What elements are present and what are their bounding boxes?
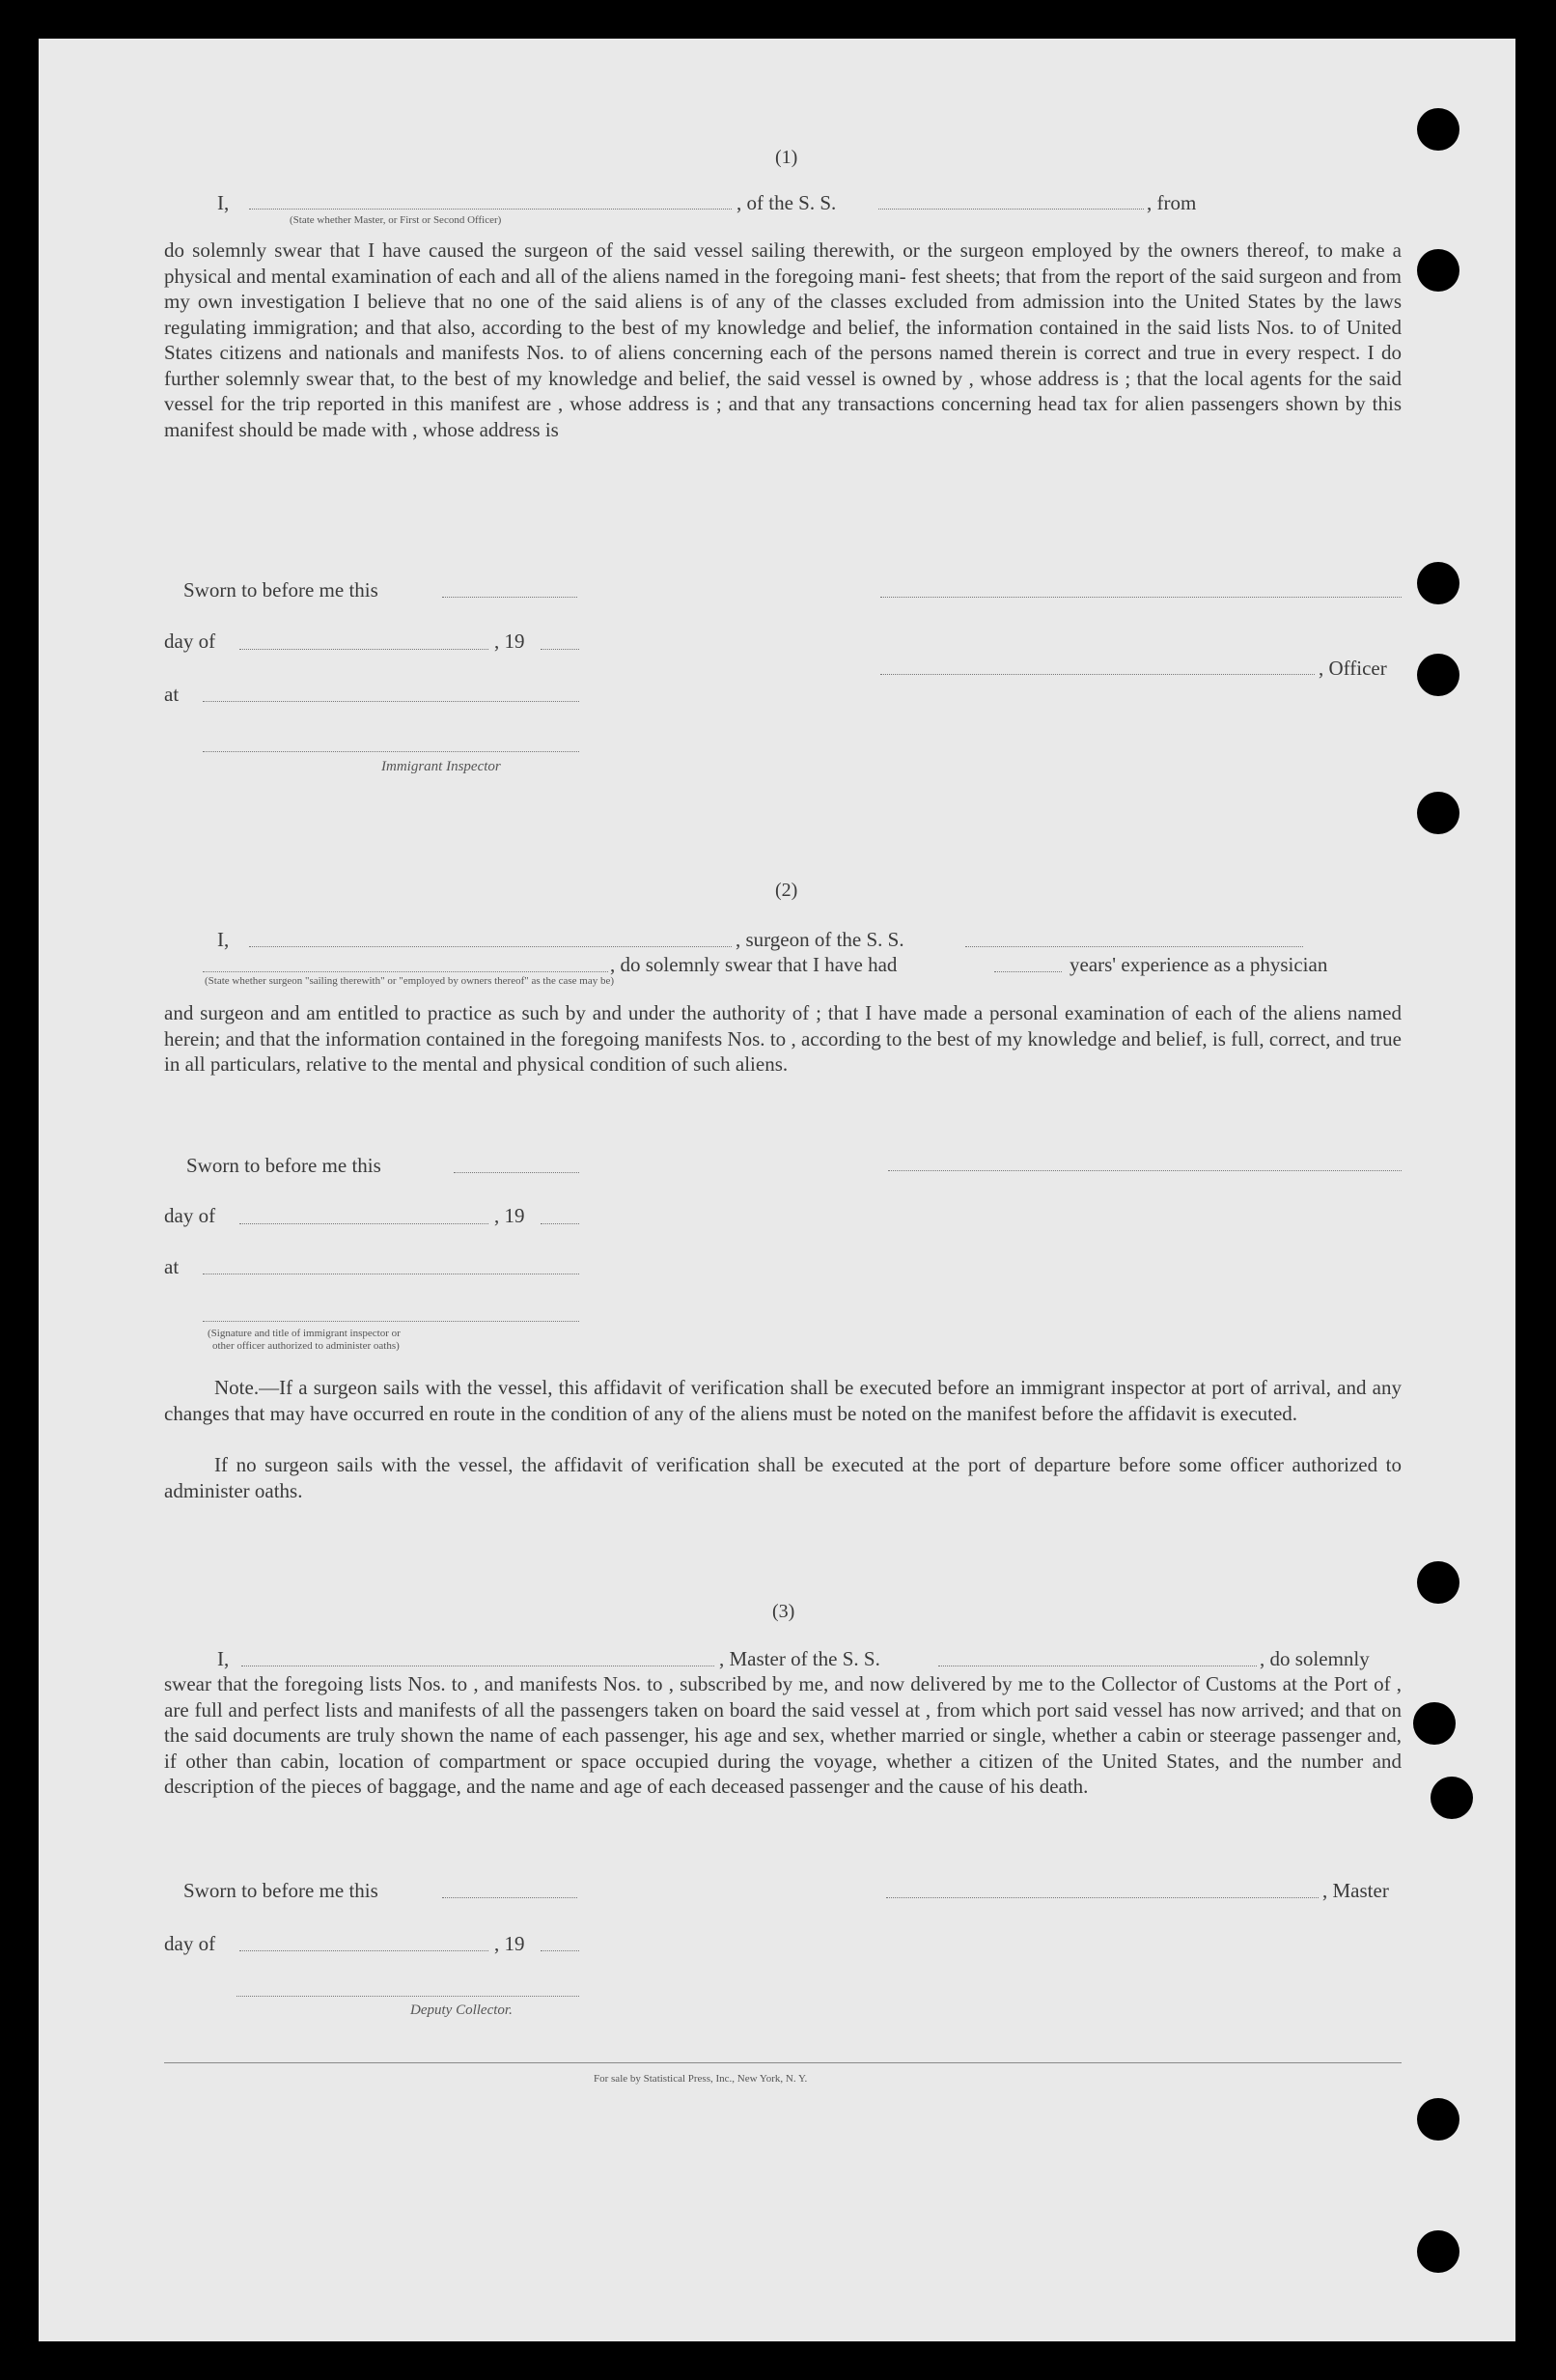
officer-signature-line[interactable] (880, 674, 1315, 675)
section-3-year: , 19 (494, 1932, 525, 1955)
section-2-number: (2) (775, 880, 798, 901)
section-2-sig-caption-2: other officer authorized to administer oaths) (212, 1340, 400, 1352)
section-1-officer: , Officer (1319, 657, 1387, 680)
binder-hole (1417, 249, 1459, 292)
section-1-inspector: Immigrant Inspector (381, 759, 501, 774)
binder-hole (1413, 1702, 1456, 1745)
section-3-i: I, (217, 1647, 230, 1670)
sworn-day-line[interactable] (442, 597, 577, 598)
binder-hole (1417, 2098, 1459, 2141)
place-line[interactable] (203, 701, 579, 702)
section-2-years: years' experience as a physician (1070, 953, 1328, 976)
surgeon-month-line[interactable] (239, 1223, 488, 1224)
section-2-year: , 19 (494, 1204, 525, 1227)
binder-hole (1417, 654, 1459, 696)
surgeon-name-line[interactable] (249, 946, 732, 947)
section-3-sworn: Sworn to before me this (183, 1879, 378, 1902)
section-2-i: I, (217, 928, 230, 951)
surgeon-signature-line[interactable] (888, 1170, 1402, 1171)
section-3-collector: Deputy Collector. (410, 2002, 513, 2018)
footer-text: For sale by Statistical Press, Inc., New York, N. Y. (594, 2073, 808, 2085)
binder-hole (1417, 2230, 1459, 2273)
collector-year-line[interactable] (541, 1950, 579, 1951)
section-2-paragraph: and surgeon and am entitled to practice as such by and under the authority of ; that I have made a personal examination of each of the aliens named herein; and that the information contained in the foregoing manifests Nos. to , according to the best of my knowledge and belief, is full, correct, and true in all particulars, relative to the mental and physical condition of such aliens. (164, 1001, 1402, 1076)
section-2-at: at (164, 1255, 180, 1278)
inspector-signature-line[interactable] (203, 751, 579, 752)
month-line[interactable] (239, 649, 488, 650)
section-1-year: , 19 (494, 630, 525, 653)
section-1-day-of: day of (164, 630, 216, 653)
section-1-i: I, (217, 191, 230, 214)
collector-month-line[interactable] (239, 1950, 488, 1951)
surgeon-sworn-day-line[interactable] (454, 1172, 579, 1173)
section-3-master-of: , Master of the S. S. (719, 1647, 880, 1670)
section-2-caption: (State whether surgeon "sailing therewith" or "employed by owners thereof" as the case may be) (205, 975, 615, 987)
section-3-solemnly: , do solemnly (1260, 1647, 1370, 1670)
section-1-paragraph: do solemnly swear that I have caused the surgeon of the said vessel sailing therewith, or the surgeon employed by the owners thereof, to make a physical and mental examination of each and all of the aliens named in the foregoing mani- fest sheets; that from the report of the said surgeon and from my own investigation I believe that no one of the said aliens is of any of the classes excluded from admission into the United States by the laws regulating immigration; and that also, according to the best of my knowledge and belief, the information contained in the said lists Nos. to of United States citizens and nationals and manifests Nos. to of aliens concerning each of the persons named therein is correct and true in every respect. I do further solemnly swear that, to the best of my knowledge and belief, the said vessel is owned by , whose address is ; that the local agents for the said vessel for the trip reported in this manifest are , whose address is ; and that any transactions concerning head tax for alien passengers shown by this manifest should be made with , whose address is (164, 238, 1402, 441)
final-master-signature-line[interactable] (886, 1897, 1319, 1898)
section-3-paragraph: swear that the foregoing lists Nos. to , and manifests Nos. to , subscribed by me, and now delivered by me to the Collector of Customs at the Port of , are full and perfect lists and manifests of all the passengers taken on board the said vessel at , from which port said vessel has now arrived; and that on the said documents are truly shown the name of each passenger, his age and sex, whether married or single, whether a cabin or steerage passenger and, if other than cabin, location of compartment or space occupied during the voyage, whether a citizen of the United States, and the number and description of the pieces of baggage, and the name and age of each deceased passenger and the cause of his death. (164, 1672, 1402, 1798)
section-2-day-of: day of (164, 1204, 216, 1227)
section-3-number: (3) (772, 1601, 795, 1622)
collector-sworn-day-line[interactable] (442, 1897, 577, 1898)
section-2-swear: , do solemnly swear that I have had (610, 953, 898, 976)
collector-signature-line[interactable] (236, 1996, 579, 1997)
binder-hole (1417, 562, 1459, 604)
section-3-master: , Master (1322, 1879, 1389, 1902)
section-2-sig-caption-1: (Signature and title of immigrant inspector or (208, 1328, 401, 1339)
binder-hole (1417, 108, 1459, 151)
year-line[interactable] (541, 649, 579, 650)
officer-name-line[interactable] (249, 209, 732, 210)
footer-rule (164, 2062, 1402, 2063)
section-1-of-ss: , of the S. S. (736, 191, 837, 214)
note-paragraph-2: If no surgeon sails with the vessel, the affidavit of verification shall be executed at the port of departure before some officer authorized to administer oaths. (164, 1453, 1402, 1502)
surgeon-status-line[interactable] (203, 971, 608, 972)
section-1-at: at (164, 683, 180, 706)
section-3-day-of: day of (164, 1932, 216, 1955)
years-line[interactable] (994, 971, 1062, 972)
section-2-surgeon-of: , surgeon of the S. S. (736, 928, 904, 951)
binder-hole (1417, 792, 1459, 834)
binder-hole (1417, 1561, 1459, 1604)
surgeon-vessel-line[interactable] (965, 946, 1303, 947)
section-1-from: , from (1147, 191, 1197, 214)
binder-hole (1431, 1777, 1473, 1819)
officer-title-line[interactable] (203, 1321, 579, 1322)
section-1-sworn: Sworn to before me this (183, 578, 378, 602)
note-paragraph-1: Note.—If a surgeon sails with the vessel, this affidavit of verification shall be executed before an immigrant inspector at port of arrival, and any changes that may have occurred en route in the condition of any of the aliens must be noted on the manifest before the affidavit is executed. (164, 1376, 1402, 1425)
section-1-caption: (State whether Master, or First or Second Officer) (290, 214, 502, 226)
vessel-name-line[interactable] (878, 209, 1144, 210)
section-1-number: (1) (775, 147, 798, 168)
master-signature-line[interactable] (880, 597, 1402, 598)
section-2-sworn: Sworn to before me this (186, 1154, 381, 1177)
surgeon-year-line[interactable] (541, 1223, 579, 1224)
